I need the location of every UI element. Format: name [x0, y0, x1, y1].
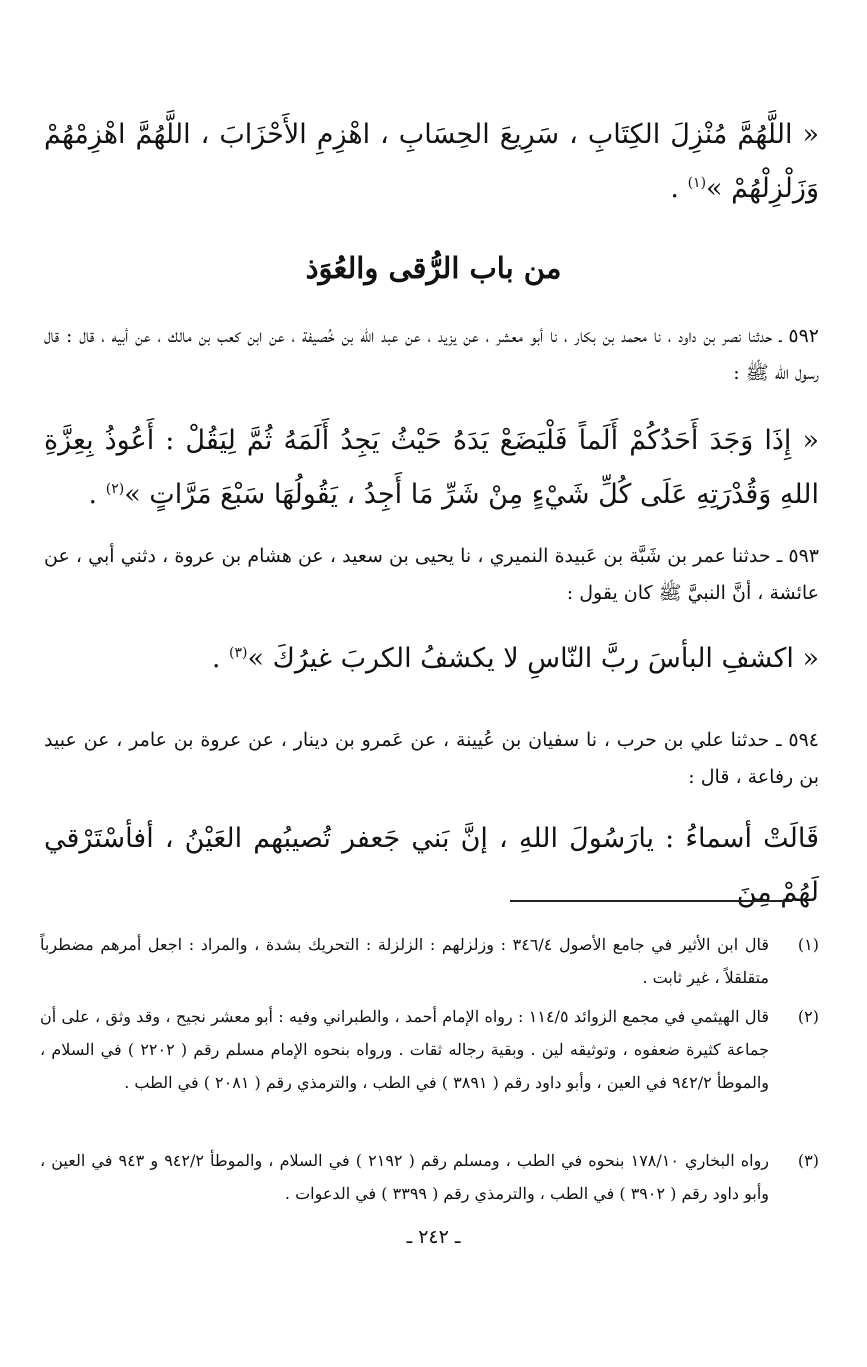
footnote-ref-1: (١) — [687, 175, 707, 191]
footnote-number: (٢) — [797, 1007, 819, 1026]
hadith-593-text — [44, 632, 819, 686]
footnote-text: قال الهيثمي في مجمع الزوائد ١١٤/٥ : رواه الإمام أحمد ، والطبراني وفيه : أبو معشر نجيح ، وقد وثق ، على أن جماعة كثيرة ضعفوه ، وتوثيقه لين . وبقية رجاله ثقات . ورواه بنحوه الإمام مسلم رقم ( ٢٢٠٢ ) في السلام ، والموطأ ٩٤٢/٢ في العين ، وأبو داود رقم ( ٣٨٩١ ) في الطب ، والترمذي رقم ( ٢٠٨١ ) في الطب . — [40, 1007, 770, 1092]
footnote-3 — [40, 1144, 819, 1210]
hadith-592-text — [44, 414, 819, 522]
quote-end: . — [670, 173, 688, 204]
hadith-594-text: قَالَتْ أسماءُ : يارَسُولَ اللهِ ، إنَّ بَني جَعفر تُصيبُهم العَيْنُ ، أفأسْتَرْقي لَهُمْ مِنَ — [44, 823, 819, 908]
footnote-1 — [40, 928, 819, 994]
footnote-ref-2: (٢) — [105, 481, 125, 497]
page-number: ـ ٢٤٢ ـ — [406, 1226, 461, 1248]
footnote-separator — [510, 900, 792, 902]
quote-text: « إِذَا وَجَدَ أَحَدُكُمْ أَلَماً فَلْيَضَعْ يَدَهُ حَيْثُ يَجِدُ أَلَمَهُ ثُمَّ لِيَقُلْ : أَعُوذُ بِعِزَّةِ اللهِ وَقُدْرَتِهِ عَلَى كُلِّ شَيْءٍ مِنْ شَرِّ مَا أَجِدُ ، يَقُولُهَا سَبْعَ مَرَّاتٍ » — [44, 425, 819, 510]
quote-end: . — [211, 643, 230, 674]
footnote-text: قال ابن الأثير في جامع الأصول ٣٤٦/٤ : وزلزلهم : الزلزلة : التحريك بشدة ، والمراد : اجعل أمرهم مضطرباً متقلقلاً ، غير ثابت . — [40, 935, 769, 987]
quote-text: « اكشفِ البأسَ ربَّ النّاسِ لا يكشفُ الكربَ غيرُكَ » — [247, 643, 819, 674]
hadith-592-chain: ٥٩٢ ـ حدثنا نصر بن داود ، نا محمد بن بكار ، نا أبو معشر ، عن يزيد ، عن عبد الله بن خُصيفة ، عن ابن كعب بن مالك ، عن أبيه ، قال : قال رسول الله ﷺ : — [44, 325, 819, 384]
quote-text: « اللَّهُمَّ مُنْزِلَ الكِتَابِ ، سَرِيعَ الحِسَابِ ، اهْزِمِ الأَحْزَابَ ، اللَّهُمَّ اهْزِمْهُمْ وَزَلْزِلْهُمْ » — [44, 119, 819, 204]
footnote-number: (٣) — [797, 1151, 819, 1170]
quote-end: . — [88, 479, 106, 510]
hadith-594-chain: ٥٩٤ ـ حدثنا علي بن حرب ، نا سفيان بن عُيينة ، عن عَمرو بن دينار ، عن عروة بن عامر ، عن عبيد بن رفاعة ، قال : — [44, 729, 819, 788]
footnote-text: رواه البخاري ١٧٨/١٠ بنحوه في الطب ، ومسلم رقم ( ٢١٩٢ ) في السلام ، والموطأ ٩٤٢/٢ و ٩٤٣ في العين ، وأبو داود رقم ( ٣٩٠٢ ) في الطب ، والترمذي رقم ( ٣٣٩٩ ) في الدعوات . — [40, 1151, 770, 1203]
hadith-593-chain: ٥٩٣ ـ حدثنا عمر بن شَبَّة بن عَبيدة النميري ، نا يحيى بن سعيد ، عن هشام بن عروة ، دثني أبي ، عن عائشة ، أنَّ النبيَّ ﷺ كان يقول : — [44, 545, 819, 604]
footnote-ref-3: (٣) — [229, 645, 248, 661]
section-heading: من باب الرُّقى والعُوَذ — [305, 251, 562, 285]
footnote-2 — [40, 1000, 819, 1099]
quote-du-a-ahzab — [44, 108, 819, 216]
footnote-number: (١) — [797, 935, 819, 954]
